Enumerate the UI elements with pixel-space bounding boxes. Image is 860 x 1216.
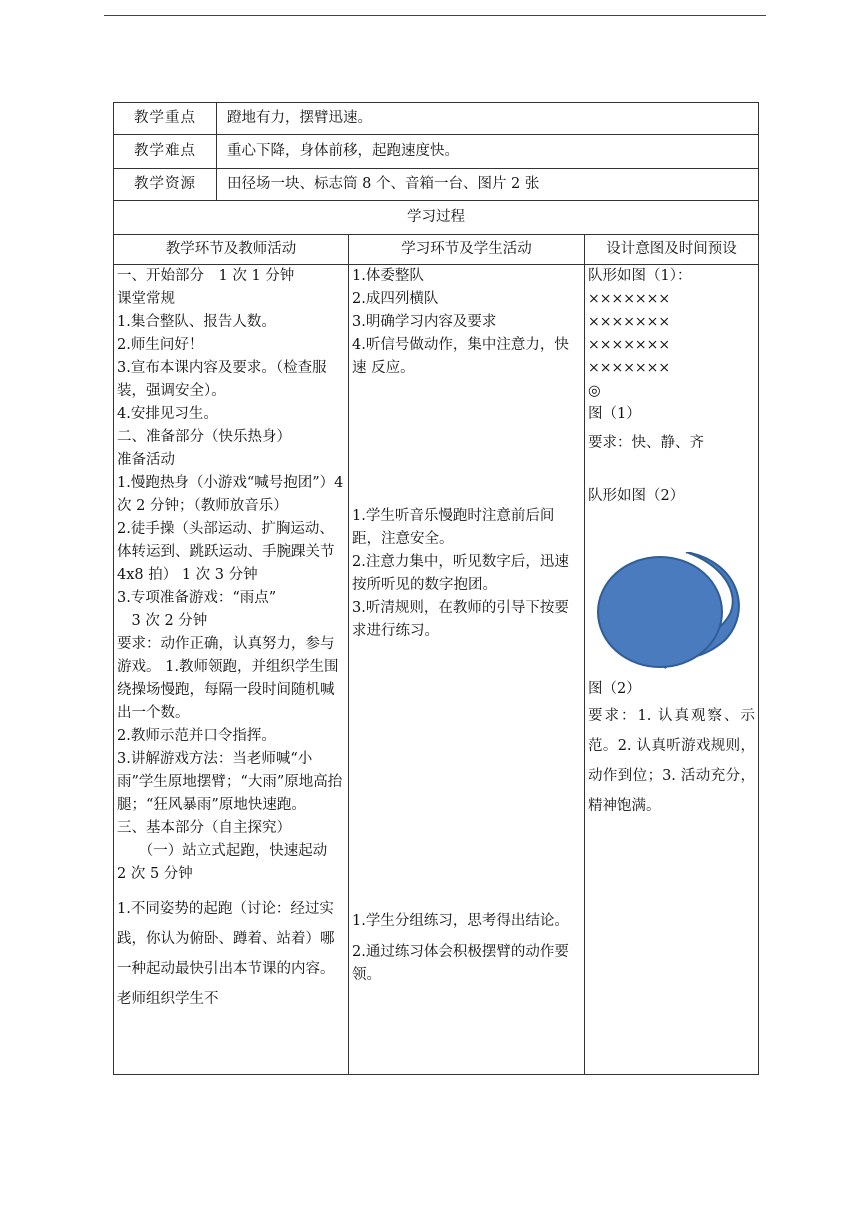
teacher-line: 3 次 2 分钟 [117,613,208,629]
teacher-column-header: 教学环节及教师活动 [114,235,349,265]
teacher-line: 2.师生问好！ [117,337,204,353]
student-line: 2.通过练习体会积极摆臂的动作要领。 [352,944,569,983]
formation-row: ××××××× [588,337,671,353]
student-line: 1.学生听音乐慢跑时注意前后间距，注意安全。 [352,508,555,547]
figure1-caption: 图（1） [588,406,641,422]
student-line: 3.明确学习内容及要求 [352,314,497,330]
row-process-title [114,201,759,235]
row-resources [114,169,759,201]
section-warmup: 二、准备部分（快乐热身） [117,429,291,445]
header-rule [104,15,766,16]
formation-row: ××××××× [588,291,671,307]
student-line: 1.体委整队 [352,268,424,284]
section-start: 一、开始部分 1 次 1 分钟 [117,268,295,284]
circle-arrow-icon [590,552,750,672]
teacher-line: 2.徒手操（头部运动、扩胸运动、体转运到、跳跃运动、手腕踝关节 4x8 拍） 1 次 3 分钟 [117,521,335,583]
formation2-title: 队形如图（2） [588,488,685,504]
row-process-body [114,265,759,1075]
formation-row: ××××××× [588,314,671,330]
student-line: 4.听信号做动作，集中注意力，快速 反应。 [352,337,569,376]
formation1-title: 队形如图（1）： [588,268,692,284]
section-basic: 三、基本部分（自主探究） [117,820,291,836]
student-line: 2.注意力集中，听见数字后，迅速按所听见的数字抱团。 [352,554,569,593]
spacer [352,380,581,505]
formation-row: ××××××× [588,360,671,376]
teacher-line: 2.教师示范并口令指挥。 [117,728,276,744]
teacher-activity-cell [114,265,349,1075]
teacher-line: 3.讲解游戏方法：当老师喊“小雨”学生原地摆臂；“大雨”原地高抬腿；“狂风暴雨”原地快速跑。 [117,751,343,813]
design-intent-cell [585,265,759,1075]
student-activity-cell [349,265,585,1075]
teacher-line: 1.慢跑热身（小游戏“喊号抱团”）4 次 2 分钟；（教师放音乐） [117,475,344,514]
teacher-line: 1.集合整队、报告人数。 [117,314,276,330]
design-column-header: 设计意图及时间预设 [585,235,759,265]
student-line: 3.听清规则，在教师的引导下按要求进行练习。 [352,600,569,639]
row-key-points [114,103,759,135]
difficulties-label: 教学难点 [114,135,217,169]
teacher-line: （一）站立式起跑，快速起动 2 次 5 分钟 [117,843,342,882]
teacher-line: 3.宣布本课内容及要求。（检查服装，强调安全）。 [117,360,327,399]
key-points-label: 教学重点 [114,103,217,135]
running-circle-diagram [590,552,750,672]
figure2-requirement: 要求：1. 认真观察、示范。2. 认真听游戏规则，动作到位；3. 活动充分，精神饱满。 [588,708,755,814]
student-line: 1.学生分组练习，思考得出结论。 [352,913,569,929]
teacher-line: 准备活动 [117,452,175,468]
figure2-caption: 图（2） [588,681,641,697]
difficulties-value: 重心下降，身体前移，起跑速度快。 [217,135,759,169]
teacher-line: 课堂常规 [117,291,175,307]
teacher-line: 4.安排见习生。 [117,406,218,422]
figure1-requirement: 要求：快、静、齐 [588,435,704,451]
student-column-header: 学习环节及学生活动 [349,235,585,265]
teacher-position-mark: ◎ [588,383,601,399]
teacher-line: 要求：动作正确，认真努力，参与游戏。 1.教师领跑，并组织学生围绕操场慢跑，每隔一段时间随机喊出一个数。 [117,636,339,721]
process-title: 学习过程 [114,201,759,235]
resources-label: 教学资源 [114,169,217,201]
teacher-line: 3.专项准备游戏：“雨点” [117,590,277,606]
lesson-plan-table [113,102,758,1075]
key-points-value: 蹬地有力，摆臂迅速。 [217,103,759,135]
row-difficulties [114,135,759,169]
spacer [352,643,581,910]
resources-value: 田径场一块、标志筒 8 个、音箱一台、图片 2 张 [217,169,759,201]
teacher-line: 1.不同姿势的起跑（讨论：经过实践，你认为俯卧、蹲着、站着）哪一种起动最快引出本节课的内容。老师组织学生不 [117,901,335,1007]
student-line: 2.成四列横队 [352,291,439,307]
row-column-headers [114,235,759,265]
